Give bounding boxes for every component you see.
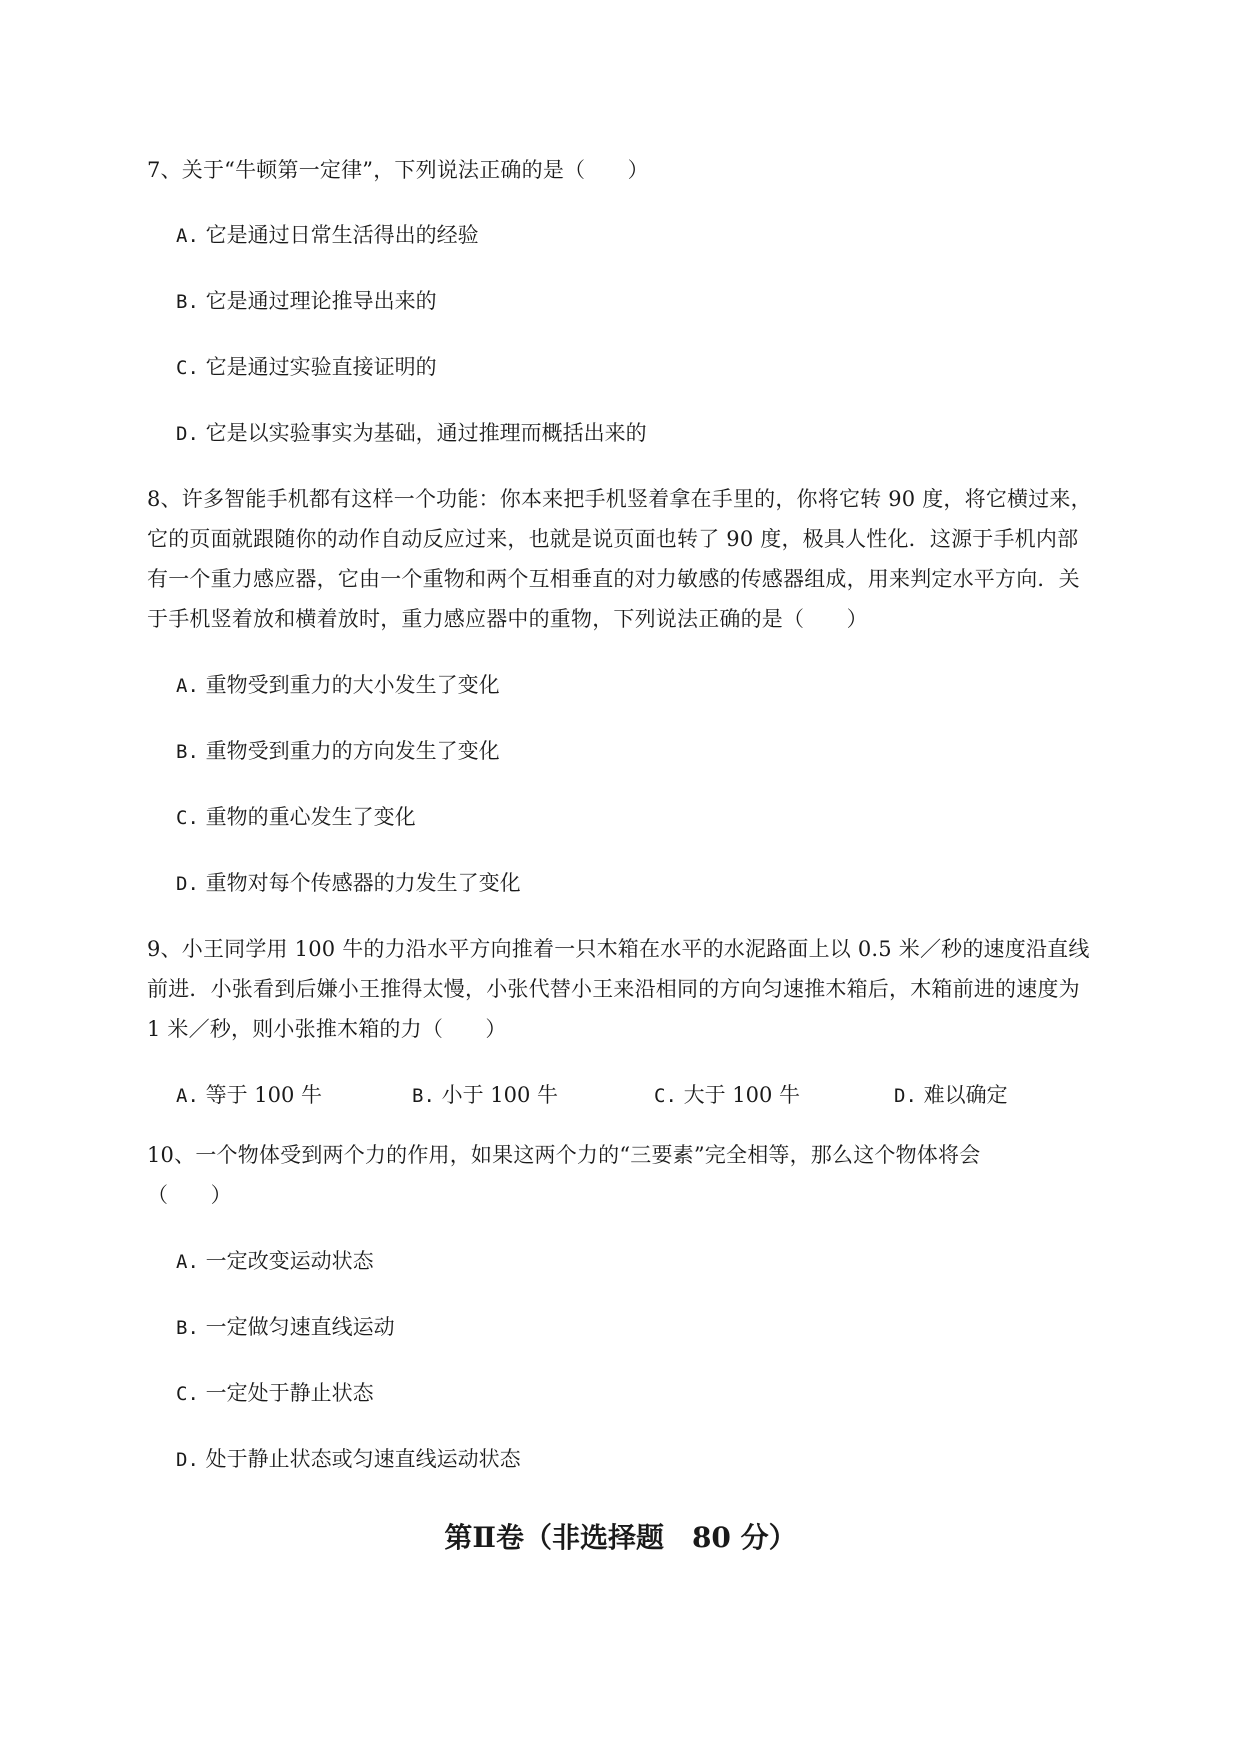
option-letter: B. (412, 1085, 435, 1107)
option-letter: C. (176, 357, 199, 379)
option-letter: C. (176, 807, 199, 829)
option-text: 它是通过实验直接证明的 (205, 355, 437, 379)
option-text: 大于 100 牛 (683, 1083, 801, 1107)
option-letter: C. (176, 1383, 199, 1405)
question-8-line-1: 8、许多智能手机都有这样一个功能：你本来把手机竖着拿在手里的，你将它转 90 度，将它横过来， (147, 487, 1092, 511)
option-letter: A. (176, 1251, 199, 1273)
question-7-option-b (176, 286, 437, 317)
question-8-option-a (176, 670, 500, 701)
question-7-option-a (176, 220, 479, 251)
option-text: 重物的重心发生了变化 (205, 805, 416, 829)
option-letter: D. (176, 873, 199, 895)
question-10-option-b (176, 1312, 395, 1343)
question-10-line-1: 10、一个物体受到两个力的作用，如果这两个力的“三要素”完全相等，那么这个物体将会 (147, 1143, 981, 1167)
question-8-option-b (176, 736, 500, 767)
question-10-line-2: （ ） (147, 1183, 232, 1207)
question-9-line-1: 9、小王同学用 100 牛的力沿水平方向推着一只木箱在水平的水泥路面上以 0.5 米／秒的速度沿直线 (147, 937, 1090, 961)
option-text: 重物受到重力的大小发生了变化 (205, 673, 500, 697)
option-text: 一定做匀速直线运动 (205, 1315, 395, 1339)
option-letter: A. (176, 225, 199, 247)
question-7-option-c (176, 352, 437, 383)
option-letter: A. (176, 1085, 199, 1107)
option-letter: D. (894, 1085, 917, 1107)
question-9-option-d (894, 1080, 1008, 1111)
question-10-option-d (176, 1444, 521, 1475)
question-9-option-c (654, 1080, 800, 1111)
option-letter: C. (654, 1085, 677, 1107)
option-letter: D. (176, 1449, 199, 1471)
question-9-option-b (412, 1080, 558, 1111)
question-8-option-c (176, 802, 416, 833)
option-text: 重物受到重力的方向发生了变化 (205, 739, 500, 763)
option-text: 处于静止状态或匀速直线运动状态 (205, 1447, 521, 1471)
option-text: 难以确定 (923, 1083, 1008, 1107)
question-7-line-1: 7、关于“牛顿第一定律”，下列说法正确的是（ ） (147, 158, 649, 182)
option-letter: B. (176, 291, 199, 313)
question-7-option-d (176, 418, 647, 449)
option-text: 等于 100 牛 (205, 1083, 323, 1107)
option-text: 一定改变运动状态 (205, 1249, 374, 1273)
question-10-option-a (176, 1246, 374, 1277)
option-letter: B. (176, 1317, 199, 1339)
option-text: 它是通过日常生活得出的经验 (205, 223, 479, 247)
question-9-line-3: 1 米／秒，则小张推木箱的力（ ） (147, 1017, 507, 1041)
option-text: 它是通过理论推导出来的 (205, 289, 437, 313)
question-10-option-c (176, 1378, 374, 1409)
question-8-option-d (176, 868, 521, 899)
question-8-line-4: 于手机竖着放和横着放时，重力感应器中的重物，下列说法正确的是（ ） (147, 607, 868, 631)
question-9-option-a (176, 1080, 322, 1111)
option-text: 它是以实验事实为基础，通过推理而概括出来的 (205, 421, 647, 445)
option-letter: D. (176, 423, 199, 445)
question-8-line-2: 它的页面就跟随你的动作自动反应过来，也就是说页面也转了 90 度，极具人性化．这源于手机内部 (147, 527, 1079, 551)
option-letter: B. (176, 741, 199, 763)
question-8-line-3: 有一个重力感应器，它由一个重物和两个互相垂直的对力敏感的传感器组成，用来判定水平方向．关 (147, 567, 1080, 591)
option-letter: A. (176, 675, 199, 697)
question-9-line-2: 前进．小张看到后嫌小王推得太慢，小张代替小王来沿相同的方向匀速推木箱后，木箱前进的速度为 (147, 977, 1080, 1001)
option-text: 一定处于静止状态 (205, 1381, 374, 1405)
section-title: 第Ⅱ卷（非选择题 80 分） (444, 1521, 797, 1554)
option-text: 重物对每个传感器的力发生了变化 (205, 871, 521, 895)
option-text: 小于 100 牛 (441, 1083, 559, 1107)
